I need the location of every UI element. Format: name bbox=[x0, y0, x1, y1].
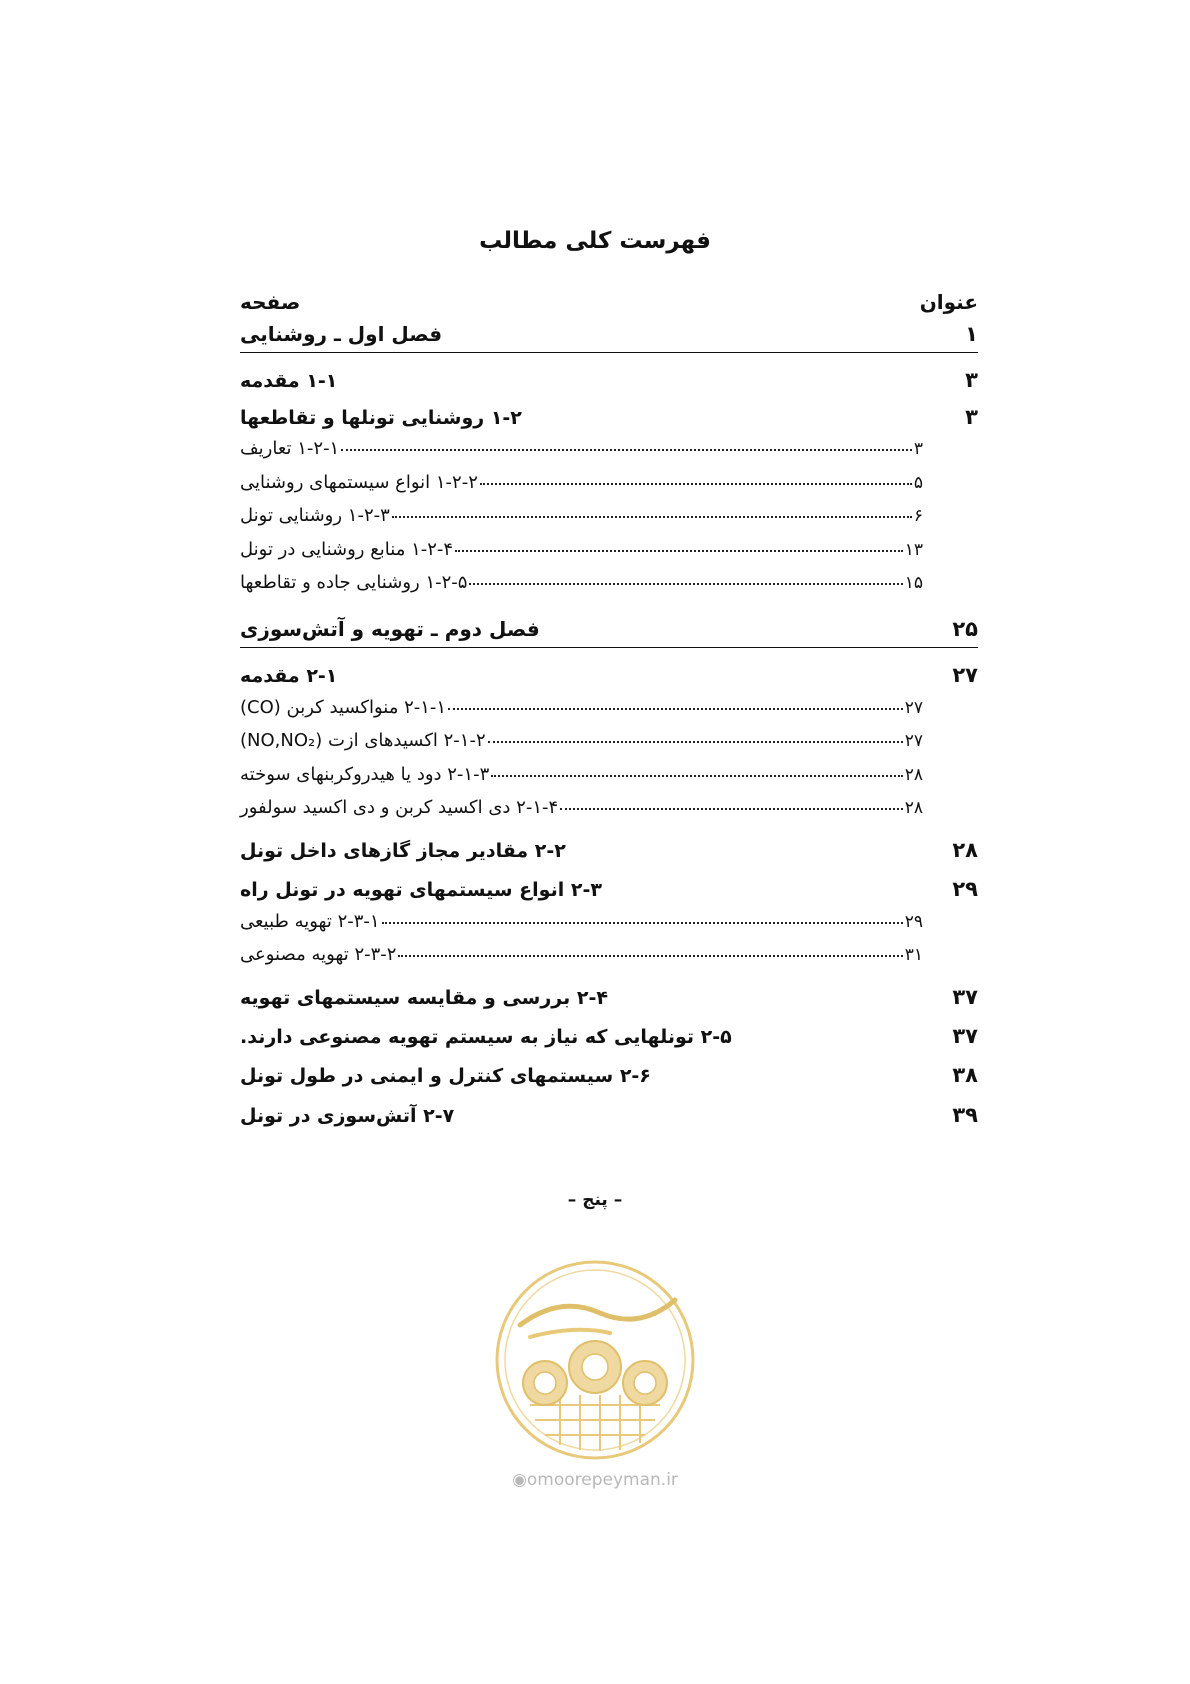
toc-entry bbox=[240, 985, 978, 1009]
toc-entry-page: ۳۷ bbox=[952, 1024, 978, 1048]
toc-entry-title: ۱-۲-۲ انواع سیستمهای روشنایی bbox=[240, 472, 478, 493]
toc-entry-page: ۱ bbox=[965, 322, 978, 346]
dot-leader bbox=[455, 550, 903, 552]
dot-leader bbox=[469, 583, 902, 585]
toc-entry-title: ۲-۳-۱ تهویه طبیعی bbox=[240, 911, 380, 932]
dot-leader bbox=[448, 708, 903, 710]
toc-entry-title: ۱-۱ مقدمه bbox=[240, 370, 338, 392]
toc-entry-title: ۱-۲-۴ منابع روشنایی در تونل bbox=[240, 539, 454, 560]
dot-leader bbox=[341, 449, 912, 451]
toc-entry bbox=[240, 797, 978, 818]
toc-entry-page: ۲۷ bbox=[904, 698, 923, 718]
toc-entry bbox=[240, 1024, 978, 1048]
toc-entry bbox=[240, 572, 978, 593]
toc-entry-title: ۲-۲ مقادیر مجاز گازهای داخل تونل bbox=[240, 840, 566, 862]
title-column-header: عنوان bbox=[919, 290, 978, 314]
toc-entry-title: فصل دوم ـ تهویه و آتش‌سوزی bbox=[240, 617, 540, 641]
toc-entry-page: ۳ bbox=[965, 368, 978, 392]
toc-entry-page: ۲۸ bbox=[904, 798, 923, 818]
toc-entry-title: ۲-۳-۲ تهویه مصنوعی bbox=[240, 944, 397, 965]
toc-entry bbox=[240, 539, 978, 560]
toc-entry bbox=[240, 505, 978, 526]
toc-entry bbox=[240, 368, 978, 392]
toc-entry-title: فصل اول ـ روشنایی bbox=[240, 322, 443, 346]
toc-entry-page: ۳۹ bbox=[952, 1103, 978, 1127]
toc-entry bbox=[240, 697, 978, 718]
toc-entry-page: ۱۵ bbox=[904, 573, 923, 593]
website-url-text: omoorepeyman.ir bbox=[526, 1470, 678, 1490]
toc-entry bbox=[240, 1063, 978, 1087]
toc-entry-title: ۲-۱-۴ دی اکسید کربن و دی اکسید سولفور bbox=[240, 797, 559, 818]
toc-entry-page: ۵ bbox=[913, 473, 923, 493]
toc-entry-title: ۱-۲-۱ تعاریف bbox=[240, 438, 340, 459]
globe-icon: ◉ bbox=[512, 1470, 527, 1490]
toc-entry-title: ۱-۲ روشنایی تونلها و تقاطعها bbox=[240, 407, 522, 429]
dot-leader bbox=[491, 775, 902, 777]
toc-entry-page: ۳ bbox=[913, 439, 923, 459]
toc-entry-page: ۳۸ bbox=[952, 1063, 978, 1087]
toc-entry bbox=[240, 877, 978, 901]
toc-entry-page: ۳۷ bbox=[952, 985, 978, 1009]
toc-entry-page: ۲۷ bbox=[952, 663, 978, 687]
dot-leader bbox=[480, 483, 912, 485]
toc-entry bbox=[240, 1103, 978, 1127]
toc-entry-title: ۲-۱-۱ منواکسید کربن (CO) bbox=[240, 697, 447, 718]
toc-entry bbox=[240, 617, 978, 648]
website-url bbox=[0, 1470, 1190, 1490]
document-title: فهرست کلی مطالب bbox=[479, 228, 711, 254]
toc-entry bbox=[240, 944, 978, 965]
toc-entry bbox=[240, 472, 978, 493]
toc-entry-title: ۲-۱ مقدمه bbox=[240, 665, 338, 687]
toc-entry-page: ۲۷ bbox=[904, 731, 923, 751]
toc-entry-title: ۱-۲-۳ روشنایی تونل bbox=[240, 505, 390, 526]
toc-entry-page: ۲۹ bbox=[952, 877, 978, 901]
toc-entry bbox=[240, 838, 978, 862]
publisher-seal-logo bbox=[490, 1255, 700, 1465]
toc-entry-title: ۲-۴ بررسی و مقایسه سیستمهای تهویه bbox=[240, 987, 608, 1009]
dot-leader bbox=[560, 808, 903, 810]
toc-entry-page: ۲۸ bbox=[904, 765, 923, 785]
toc-entry-page: ۶ bbox=[913, 506, 923, 526]
toc-entry-page: ۲۵ bbox=[952, 617, 978, 641]
toc-entry-title: ۲-۶ سیستمهای کنترل و ایمنی در طول تونل bbox=[240, 1065, 651, 1087]
toc-entry bbox=[240, 730, 978, 751]
toc-entry-title: ۲-۳ انواع سیستمهای تهویه در تونل راه bbox=[240, 879, 602, 901]
toc-entry-title: ۲-۵ تونلهایی که نیاز به سیستم تهویه مصنوعی دارند. bbox=[240, 1026, 732, 1048]
page-footer: – پنج – bbox=[567, 1190, 623, 1210]
toc-entry bbox=[240, 438, 978, 459]
dot-leader bbox=[392, 516, 912, 518]
page-column-header: صفحه bbox=[240, 290, 301, 314]
toc-entry-page: ۳ bbox=[965, 405, 978, 429]
toc-entry-page: ۲۹ bbox=[904, 912, 923, 932]
toc-entry bbox=[240, 322, 978, 353]
dot-leader bbox=[398, 955, 902, 957]
toc-entry-title: ۲-۱-۳ دود یا هیدروکربنهای سوخته bbox=[240, 764, 490, 785]
dot-leader bbox=[488, 741, 903, 743]
toc-entry bbox=[240, 405, 978, 429]
toc-entry-page: ۳۱ bbox=[904, 945, 923, 965]
toc-entry-page: ۱۳ bbox=[904, 540, 923, 560]
toc-entry bbox=[240, 663, 978, 687]
toc-entry bbox=[240, 764, 978, 785]
toc-entry-page: ۲۸ bbox=[952, 838, 978, 862]
toc-entry bbox=[240, 911, 978, 932]
toc-entry-title: ۲-۱-۲ اکسیدهای ازت (NO,NO₂) bbox=[240, 730, 486, 751]
dot-leader bbox=[382, 922, 903, 924]
toc-entry-title: ۱-۲-۵ روشنایی جاده و تقاطعها bbox=[240, 572, 468, 593]
toc-entry-title: ۲-۷ آتش‌سوزی در تونل bbox=[240, 1105, 455, 1127]
